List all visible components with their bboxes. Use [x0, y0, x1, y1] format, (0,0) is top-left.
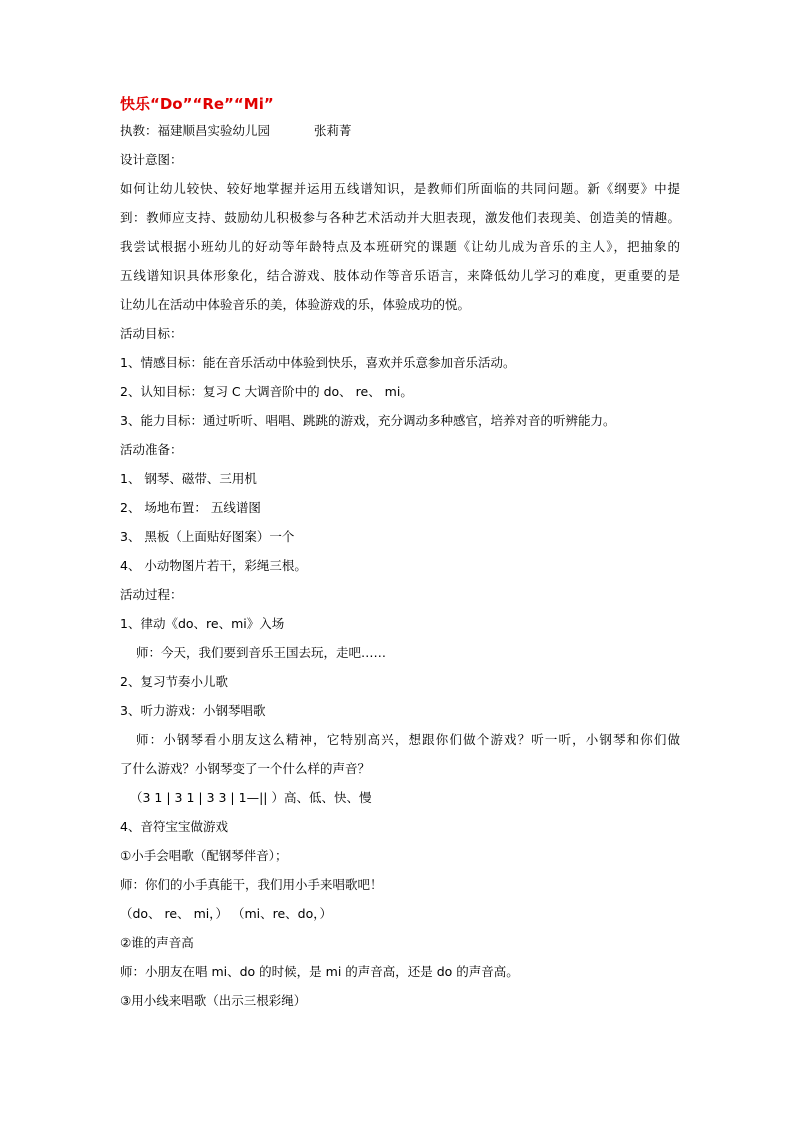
teacher-line: 师：小朋友在唱 mi、do 的时候，是 mi 的声音高，还是 do 的声音高。: [120, 964, 519, 979]
process-step: 3、听力游戏：小钢琴唱歌: [120, 703, 266, 718]
author-line: [120, 116, 680, 145]
prep-item: 1、 钢琴、磁带、三用机: [120, 471, 257, 486]
document-title: 快乐“Do”“Re”“Mi”: [120, 95, 274, 113]
substep: ③用小线来唱歌（出示三根彩绳）: [120, 993, 307, 1008]
teacher-line: 了什么游戏？小钢琴变了一个什么样的声音？: [120, 761, 371, 776]
design-paragraph-line: 让幼儿在活动中体验音乐的美，体验游戏的乐，体验成功的悦。: [120, 297, 471, 312]
design-paragraph-line: 如何让幼儿较快、较好地掌握并运用五线谱知识，是教师们所面临的共同问题。新《纲要》中提: [120, 181, 680, 196]
goal-item: 3、能力目标：通过听听、唱唱、跳跳的游戏，充分调动多种感官，培养对音的听辨能力。: [120, 413, 616, 428]
teacher-line: 师：小钢琴看小朋友这么精神，它特别高兴，想跟你们做个游戏？听一听，小钢琴和你们做: [136, 732, 680, 747]
prep-item: 3、 黑板（上面贴好图案）一个: [120, 529, 295, 544]
notes-line: （do、 re、 mi，） （mi、re、do，）: [120, 906, 332, 921]
teacher-line: 师：你们的小手真能干，我们用小手来唱歌吧！: [120, 877, 383, 892]
process-step: 2、复习节奏小儿歌: [120, 674, 228, 689]
substep: ②谁的声音高: [120, 935, 194, 950]
process-step: 4、音符宝宝做游戏: [120, 819, 228, 834]
goal-item: 1、情感目标：能在音乐活动中体验到快乐，喜欢并乐意参加音乐活动。: [120, 355, 516, 370]
document-body: [120, 94, 680, 1015]
author-name: 张莉菁: [314, 123, 352, 138]
goals-heading: 活动目标：: [120, 326, 183, 341]
prep-item: 4、 小动物图片若干，彩绳三根。: [120, 558, 307, 573]
design-paragraph-line: 五线谱知识具体形象化，结合游戏、肢体动作等音乐语言，来降低幼儿学习的难度，更重要的是: [120, 268, 680, 283]
prep-item: 2、 场地布置： 五线谱图: [120, 500, 261, 515]
design-paragraph-line: 到：教师应支持、鼓励幼儿积极参与各种艺术活动并大胆表现，激发他们表现美、创造美的情趣。: [120, 210, 680, 225]
notation-line: （3 1 | 3 1 | 3 3 | 1—|| ）高、低、快、慢: [130, 790, 372, 805]
design-heading: 设计意图：: [120, 152, 183, 167]
process-heading: 活动过程：: [120, 587, 183, 602]
process-step: 1、律动《do、re、mi》入场: [120, 616, 285, 631]
goal-item: 2、认知目标：复习 C 大调音阶中的 do、 re、 mi。: [120, 384, 413, 399]
substep: ①小手会唱歌（配钢琴伴音）；: [120, 848, 288, 863]
design-paragraph-line: 我尝试根据小班幼儿的好动等年龄特点及本班研究的课题《让幼儿成为音乐的主人》，把抽象的: [120, 239, 680, 254]
teacher-line: 师：今天，我们要到音乐王国去玩，走吧……: [136, 645, 387, 660]
prep-heading: 活动准备：: [120, 442, 183, 457]
author-label: 执教：福建顺昌实验幼儿园: [120, 123, 271, 138]
